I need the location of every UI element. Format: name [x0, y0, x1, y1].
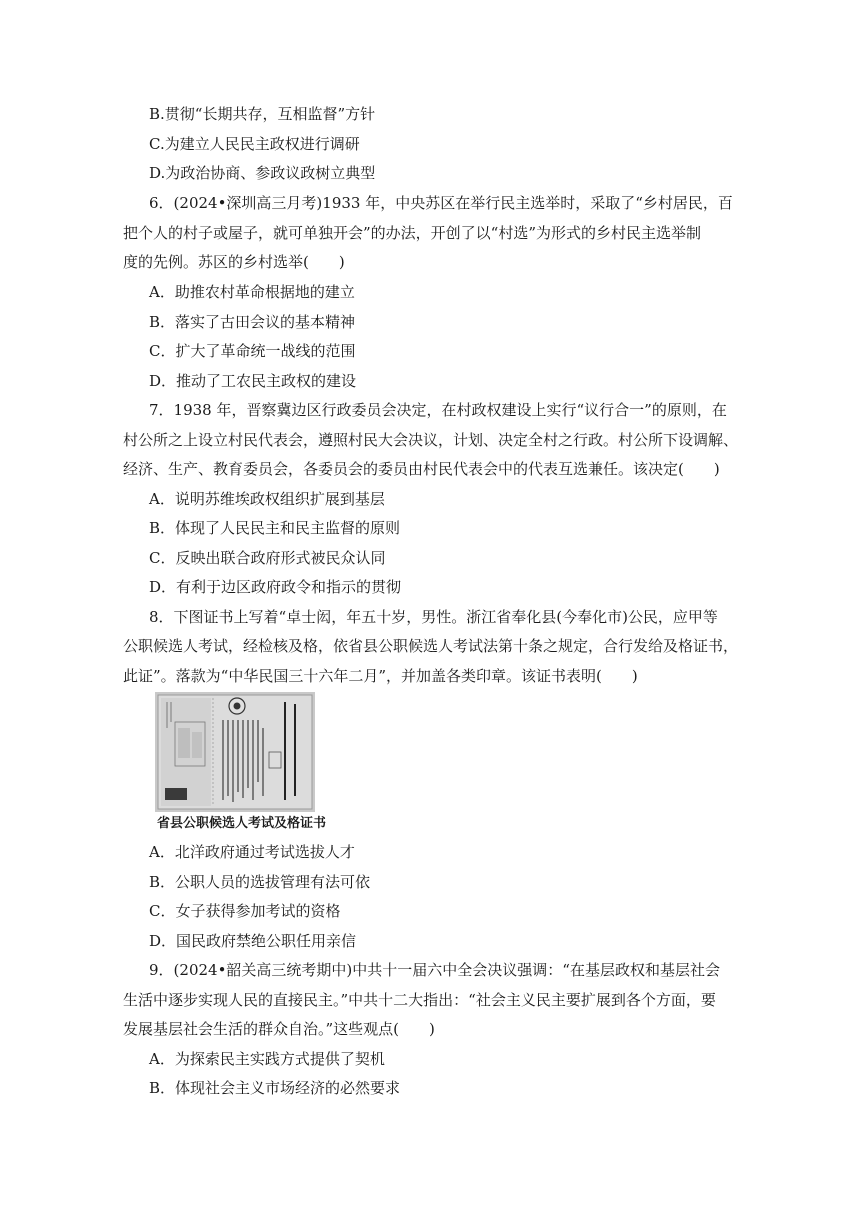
q8-option-c: C．女子获得参加考试的资格	[149, 902, 341, 920]
q7-option-c: C．反映出联合政府形式被民众认同	[149, 549, 386, 567]
q8-option-b: B．公职人员的选拔管理有法可依	[149, 873, 371, 891]
q8-stem-line3: 此证”。落款为“中华民国三十六年二月”，并加盖各类印章。该证书表明( )	[123, 667, 638, 685]
q6-stem-line1: 6．(2024•深圳高三月考)1933 年，中央苏区在举行民主选举时，采取了“乡村居民，百	[149, 194, 733, 212]
q5-option-b: B.贯彻“长期共存，互相监督”方针	[149, 105, 376, 123]
q5-option-d: D.为政治协商、参政议政树立典型	[149, 164, 376, 182]
q6-option-a: A．助推农村革命根据地的建立	[149, 283, 355, 301]
q6-stem-line2: 把个人的村子或屋子，就可单独开会”的办法，开创了以“村选”为形式的乡村民主选举制	[123, 224, 702, 242]
q7-stem-line3: 经济、生产、教育委员会，各委员会的委员由村民代表会中的代表互选兼任。该决定( )	[123, 460, 720, 478]
q9-option-a: A．为探索民主实践方式提供了契机	[149, 1050, 385, 1068]
q6-option-b: B．落实了古田会议的基本精神	[149, 313, 356, 331]
q6-stem-line3: 度的先例。苏区的乡村选举( )	[123, 253, 345, 271]
q7-option-d: D．有利于边区政府政令和指示的贯彻	[149, 578, 402, 596]
q7-option-a: A．说明苏维埃政权组织扩展到基层	[149, 490, 385, 508]
certificate-caption: 省县公职候选人考试及格证书	[157, 816, 327, 831]
certificate-image	[155, 692, 315, 812]
q9-stem-line1: 9．(2024•韶关高三统考期中)中共十一届六中全会决议强调：“在基层政权和基层社会	[149, 961, 720, 979]
q7-stem-line1: 7．1938 年，晋察冀边区行政委员会决定，在村政权建设上实行“议行合一”的原则，在	[149, 401, 727, 419]
q8-stem-line1: 8．下图证书上写着“卓士闳，年五十岁，男性。浙江省奉化县(今奉化市)公民，应甲等	[149, 608, 718, 626]
q8-option-a: A．北洋政府通过考试选拔人才	[149, 843, 355, 861]
q8-stem-line2: 公职候选人考试，经检核及格，依省县公职候选人考试法第十条之规定，合行发给及格证书，	[123, 637, 739, 655]
q8-option-d: D．国民政府禁绝公职任用亲信	[149, 932, 357, 950]
q7-stem-line2: 村公所之上设立村民代表会，遵照村民大会决议，计划、决定全村之行政。村公所下设调解、	[123, 431, 739, 449]
q7-option-b: B．体现了人民民主和民主监督的原则	[149, 519, 401, 537]
q6-option-d: D．推动了工农民主政权的建设	[149, 372, 357, 390]
q9-stem-line2: 生活中逐步实现人民的直接民主。”中共十二大指出：“社会主义民主要扩展到各个方面，要	[123, 991, 716, 1009]
q9-option-b: B．体现社会主义市场经济的必然要求	[149, 1079, 401, 1097]
q5-option-c: C.为建立人民民主政权进行调研	[149, 135, 360, 153]
q9-stem-line3: 发展基层社会生活的群众自治。”这些观点( )	[123, 1020, 435, 1038]
certificate-photo	[155, 692, 315, 812]
q6-option-c: C．扩大了革命统一战线的范围	[149, 342, 356, 360]
